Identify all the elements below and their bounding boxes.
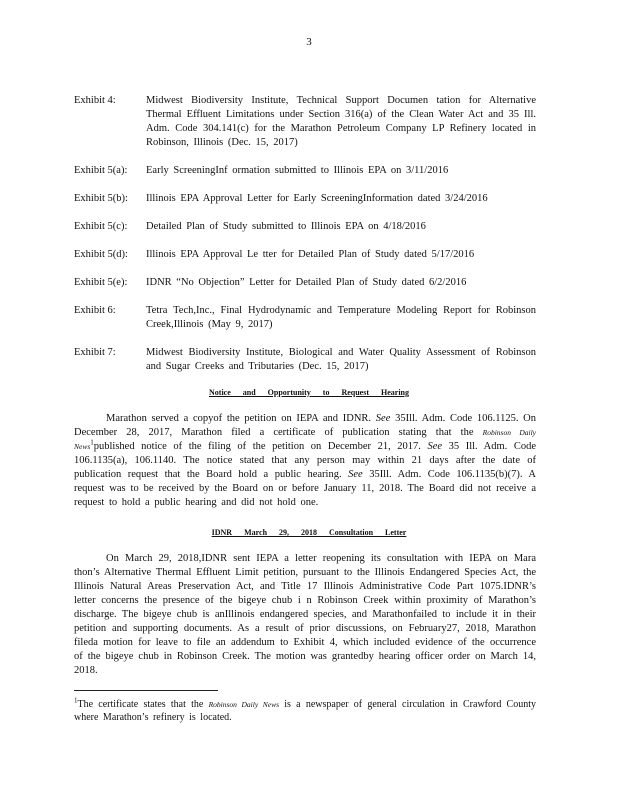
exhibit-description: Midwest Biodiversity Institute, Biological and Water Quality Assessment of Robinson and Sugar Creeks and Tributaries (Dec. 15, 2017) <box>146 347 536 372</box>
footnote-text-b: is a newspaper of general circulation in Crawford County where Marathon’s refinery is located. <box>74 699 536 723</box>
exhibit-description: Midwest Biodiversity Institute, Technical Support Documen tation for Alternative Thermal Effluent Limitations under Section 316(a) of the Clean Water Act and 35 Ill. Adm. Code 304.141(c) for the Marathon Petroleum Company LP Refinery located in Robinson, Illinois (Dec. 15, 2017) <box>146 95 536 148</box>
exhibit-description: Tetra Tech,Inc., Final Hydrodynamic and Temperature Modeling Report for Robinson Creek,Illinois (May 9, 2017) <box>146 305 536 330</box>
footnote <box>74 698 536 724</box>
exhibit-item <box>74 164 536 178</box>
exhibit-description: Illinois EPA Approval Letter for Early ScreeningInformation dated 3/24/2016 <box>146 193 488 204</box>
citation-see: See <box>348 469 363 480</box>
exhibit-description: Illinois EPA Approval Le tter for Detailed Plan of Study dated 5/17/2016 <box>146 249 475 260</box>
consultation-text: On March 29, 2018,IDNR sent IEPA a letter reopening its consultation with IEPA on Mara thon’s Alternative Thermal Effluent Limit petition, pursuant to the Illinois Endangered Species Act, the Illinois Natural Areas Preservation Act, and Title 17 Illinois Administrative Code Part 1075.IDNR’s letter concerns the presence of the bigeye chub i n Robinson Creek within proximity of Marathon’s discharge. The bigeye chub is anIllinois endangered species, and Marathonfailed to include it in their petition and supporting documents. As a result of prior discussions, on February27, 2018, Marathon fileda motion for leave to file an addendum to Exhibit 4, which included evidence of the occurrence of the bigeye chub in Robinson Creek. The motion was grantedby hearing officer order on March 14, 2018. <box>74 553 536 676</box>
citation-see: See <box>375 413 391 424</box>
footnote-ref: 1 <box>90 438 94 447</box>
newspaper-name: Robinson Daily News <box>208 700 280 709</box>
exhibit-item <box>74 220 536 234</box>
notice-text-d: 35 Ill. Adm. Code 106.1135(a), 106.1140. The notice stated that any person may within 21 days after the date of publication request that the Board hold a public hearing. <box>74 441 537 480</box>
newspaper-name: Robinson Daily News <box>74 428 536 451</box>
footnote-number: 1 <box>74 696 78 705</box>
exhibit-label: Exhibit 5(c): <box>74 221 128 232</box>
section-heading-notice: Notice and Opportunity to Request Hearing <box>209 388 409 397</box>
footnote-divider <box>74 690 218 691</box>
page-number: 3 <box>306 36 312 48</box>
exhibit-item <box>74 94 536 150</box>
notice-text-e: 35Ill. Adm. Code 106.1135(b)(7). A request was to be received by the Board on or before January 11, 2018. The Board did not receive a request to hold a public hearing and did not hold one. <box>74 469 537 508</box>
exhibit-label: Exhibit 5(e): <box>74 277 128 288</box>
notice-text-c: published notice of the filing of the petition on December 21, 2017. <box>93 441 421 452</box>
exhibit-item <box>74 304 536 332</box>
exhibit-label: Exhibit 4: <box>74 95 116 106</box>
exhibit-list <box>74 94 536 388</box>
exhibit-label: Exhibit 7: <box>74 347 116 358</box>
exhibit-description: Early ScreeningInf ormation submitted to Illinois EPA on 3/11/2016 <box>146 165 449 176</box>
notice-text-b: 35Ill. Adm. Code 106.1125. On December 28, 2017, Marathon filed a certificate of publication stating that the <box>74 413 537 438</box>
section-heading-consultation: IDNR March 29, 2018 Consultation Letter <box>211 528 407 537</box>
exhibit-item <box>74 192 536 206</box>
consultation-paragraph <box>74 552 536 678</box>
exhibit-label: Exhibit 5(b): <box>74 193 128 204</box>
exhibit-item <box>74 248 536 262</box>
footnote-text-a: The certificate states that the <box>77 699 204 710</box>
exhibit-item <box>74 346 536 374</box>
exhibit-description: Detailed Plan of Study submitted to Illinois EPA on 4/18/2016 <box>146 221 426 232</box>
exhibit-description: IDNR “No Objection” Letter for Detailed Plan of Study dated 6/2/2016 <box>146 277 467 288</box>
exhibit-label: Exhibit 5(a): <box>74 165 128 176</box>
exhibit-label: Exhibit 6: <box>74 305 116 316</box>
exhibit-item <box>74 276 536 290</box>
notice-text-a: Marathon served a copyof the petition on IEPA and IDNR. <box>106 413 372 424</box>
notice-paragraph <box>74 412 536 510</box>
exhibit-label: Exhibit 5(d): <box>74 249 128 260</box>
citation-see: See <box>427 441 443 452</box>
